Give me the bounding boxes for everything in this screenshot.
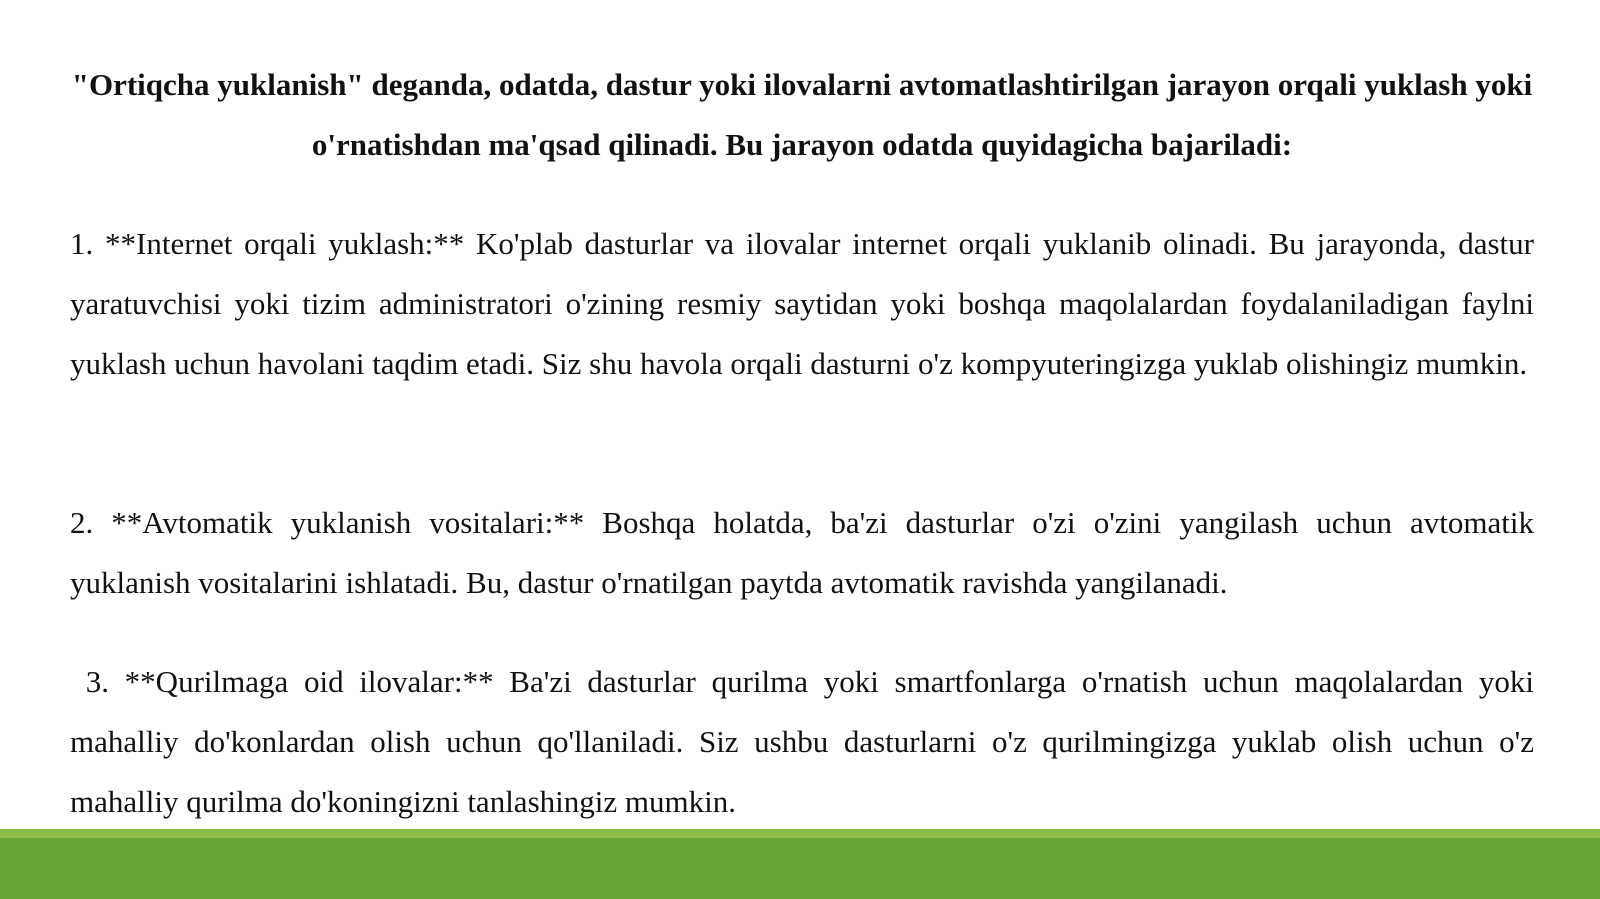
footer-stripe (0, 829, 1600, 838)
paragraph-device-apps: 3. **Qurilmaga oid ilovalar:** Ba'zi dasturlar qurilma yoki smartfonlarga o'rnatish uchun maqolalardan yoki mahalliy do'konlardan olish uchun qo'llaniladi. Siz ushbu dasturlarni o'z qurilmingizga yuklab olish uchun o'z mahalliy qurilma do'koningizni tanlashingiz mumkin. (70, 664, 1542, 819)
paragraph-internet-download: 1. **Internet orqali yuklash:** Ko'plab dasturlar va ilovalar internet orqali yuklanib olinadi. Bu jarayonda, dastur yaratuvchisi yoki tizim administratori o'zining resmiy saytidan yoki boshqa maqolalardan foydalaniladigan faylni yuklash uchun havolani taqdim etadi. Siz shu havola orqali dasturni o'z kompyuteringizga yuklab olishingiz mumkin. (70, 226, 1534, 381)
footer-band (0, 829, 1600, 899)
slide-heading: "Ortiqcha yuklanish" deganda, odatda, dastur yoki ilovalarni avtomatlashtirilgan jarayon orqali yuklash yoki o'rnatishdan ma'qsad qilinadi. Bu jarayon odatda quyidagicha bajariladi: (71, 67, 1533, 162)
paragraph-auto-update-tools: 2. **Avtomatik yuklanish vositalari:** Boshqa holatda, ba'zi dasturlar o'zi o'zini yangilash uchun avtomatik yuklanish vositalarini ishlatadi. Bu, dastur o'rnatilgan paytda avtomatik ravishda yangilanadi. (70, 505, 1534, 600)
